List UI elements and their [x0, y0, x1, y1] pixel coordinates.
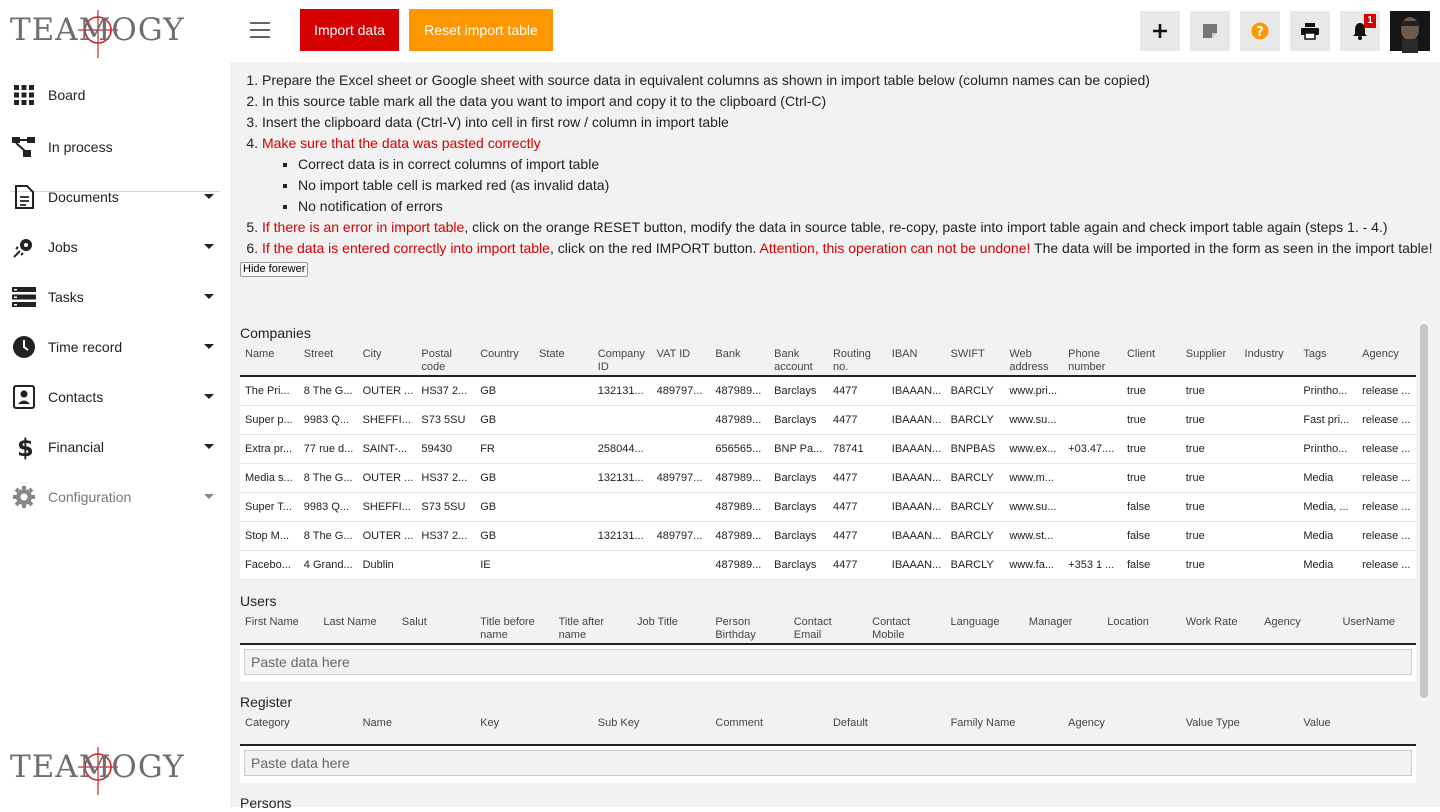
table-cell[interactable]: Barclays — [769, 463, 828, 492]
table-cell[interactable]: HS37 2... — [416, 463, 475, 492]
table-cell[interactable]: Printho... — [1298, 434, 1357, 463]
table-cell[interactable]: IBAAAN... — [887, 550, 946, 579]
users-column-header: Job Title — [636, 615, 678, 628]
table-cell[interactable]: release ... — [1357, 405, 1416, 434]
companies-column-header: Agency — [1362, 348, 1399, 360]
users-column-header: Work Rate — [1185, 615, 1238, 628]
companies-column-header: SWIFT — [950, 348, 985, 360]
help-icon — [1251, 22, 1269, 40]
table-cell[interactable]: IBAAAN... — [887, 405, 946, 434]
companies-column-header: Bank account — [774, 348, 813, 373]
table-cell[interactable]: IBAAAN... — [887, 434, 946, 463]
users-column-header: Location — [1107, 615, 1149, 628]
companies-column-header: Client — [1126, 348, 1156, 360]
sidebar-item-label: In process — [48, 139, 113, 155]
companies-column-header: VAT ID — [656, 348, 691, 360]
register-column-header: Family Name — [950, 716, 1016, 729]
step-5-warning: If there is an error in import table — [262, 219, 465, 235]
table-cell[interactable]: 487989... — [710, 550, 769, 579]
table-row[interactable] — [240, 376, 1416, 405]
table-cell[interactable]: FR — [475, 434, 534, 463]
sidebar-item-label: Tasks — [48, 289, 84, 305]
table-cell[interactable]: true — [1181, 550, 1240, 579]
companies-body — [240, 376, 1416, 579]
table-cell[interactable]: GB — [475, 405, 534, 434]
hide-forever-button[interactable]: Hide forewer — [240, 262, 308, 277]
companies-column-header: Industry — [1244, 348, 1284, 360]
table-cell[interactable]: Barclays — [769, 521, 828, 550]
register-column-header: Value Type — [1185, 716, 1240, 729]
logo[interactable] — [10, 8, 185, 60]
contacts-icon — [12, 385, 36, 409]
table-cell[interactable]: true — [1181, 492, 1240, 521]
table-cell[interactable]: BNP Pa... — [769, 434, 828, 463]
table-cell[interactable]: Barclays — [769, 405, 828, 434]
table-cell[interactable]: 487989... — [710, 521, 769, 550]
register-column-header: Value — [1303, 716, 1331, 729]
table-cell[interactable]: Stop M... — [240, 521, 299, 550]
chevron-down-icon — [204, 494, 214, 499]
print-icon — [1301, 23, 1319, 39]
register-column-header: Agency — [1068, 716, 1105, 729]
table-cell[interactable] — [593, 550, 652, 579]
table-cell[interactable]: 4 Grand... — [299, 550, 358, 579]
register-table — [240, 711, 1416, 746]
table-cell[interactable]: S73 5SU — [416, 492, 475, 521]
table-cell[interactable]: true — [1181, 463, 1240, 492]
step-4-text: Make sure that the data was pasted correctly — [262, 135, 541, 151]
table-cell[interactable]: OUTER ... — [358, 463, 417, 492]
register-header-row — [240, 711, 1416, 745]
table-cell[interactable]: OUTER ... — [358, 376, 417, 405]
sidebar-item-board[interactable] — [0, 70, 230, 120]
table-cell[interactable]: 4477 — [828, 550, 887, 579]
users-header-row — [240, 610, 1416, 644]
table-cell[interactable]: 132131... — [593, 376, 652, 405]
table-cell[interactable] — [534, 376, 593, 405]
table-cell[interactable]: false — [1122, 550, 1181, 579]
table-cell[interactable]: 489797... — [652, 521, 711, 550]
users-column-header: Last Name — [323, 615, 377, 628]
table-cell[interactable] — [1063, 376, 1122, 405]
table-cell[interactable] — [1063, 521, 1122, 550]
table-cell[interactable]: 132131... — [593, 463, 652, 492]
note-button[interactable] — [1190, 11, 1230, 51]
avatar[interactable] — [1390, 11, 1430, 51]
table-cell[interactable] — [534, 492, 593, 521]
vertical-scrollbar[interactable] — [1420, 324, 1428, 698]
step-4 — [262, 133, 1440, 217]
table-row[interactable] — [240, 405, 1416, 434]
table-cell[interactable]: 489797... — [652, 463, 711, 492]
table-cell[interactable]: GB — [475, 463, 534, 492]
table-cell[interactable] — [1240, 550, 1299, 579]
table-cell[interactable]: true — [1181, 434, 1240, 463]
companies-column-header: City — [362, 348, 382, 360]
companies-table[interactable] — [240, 342, 1416, 580]
table-cell[interactable] — [593, 405, 652, 434]
table-cell[interactable]: BARCLY — [946, 521, 1005, 550]
table-cell[interactable]: 78741 — [828, 434, 887, 463]
table-cell[interactable]: Media — [1298, 521, 1357, 550]
chevron-down-icon — [204, 344, 214, 349]
sidebar-item-documents[interactable] — [0, 172, 230, 222]
import-tables — [240, 322, 1416, 812]
table-cell[interactable]: IBAAAN... — [887, 376, 946, 405]
table-cell[interactable]: www.su... — [1004, 405, 1063, 434]
logo-text: TEAMOGY — [10, 749, 185, 785]
companies-column-header: IBAN — [891, 348, 918, 360]
table-cell[interactable]: 258044... — [593, 434, 652, 463]
step-6-attention: Attention, this operation can not be undone! — [759, 240, 1031, 256]
table-cell[interactable]: HS37 2... — [416, 376, 475, 405]
table-cell[interactable]: 8 The G... — [299, 376, 358, 405]
sidebar — [0, 0, 230, 807]
users-column-header: Contact Mobile — [872, 615, 911, 641]
users-table — [240, 610, 1416, 645]
table-cell[interactable]: S73 5SU — [416, 405, 475, 434]
companies-column-header: Street — [303, 348, 334, 360]
users-column-header: Language — [950, 615, 1000, 628]
table-cell[interactable]: OUTER ... — [358, 521, 417, 550]
users-paste-area[interactable] — [240, 645, 1416, 682]
table-cell[interactable] — [593, 492, 652, 521]
table-cell[interactable]: Facebo... — [240, 550, 299, 579]
table-cell[interactable]: 8 The G... — [299, 521, 358, 550]
step-1: 1. Prepare the Excel sheet or Google sheet with source data in equivalent columns as shown in import table below (column names can be copied) — [262, 70, 1440, 91]
table-cell[interactable]: BARCLY — [946, 550, 1005, 579]
chevron-down-icon — [204, 394, 214, 399]
table-cell[interactable]: Barclays — [769, 376, 828, 405]
register-column-header: Category — [245, 716, 290, 729]
table-cell[interactable]: www.m... — [1004, 463, 1063, 492]
table-cell[interactable]: release ... — [1357, 463, 1416, 492]
table-cell[interactable]: 4477 — [828, 376, 887, 405]
table-cell[interactable]: +353 1 ... — [1063, 550, 1122, 579]
step-6 — [262, 238, 1440, 259]
table-cell[interactable]: GB — [475, 376, 534, 405]
table-cell[interactable] — [534, 521, 593, 550]
sidebar-item-in-process[interactable] — [0, 122, 230, 172]
table-cell[interactable]: Media, ... — [1298, 492, 1357, 521]
table-cell[interactable] — [1240, 405, 1299, 434]
table-cell[interactable]: SHEFFI... — [358, 405, 417, 434]
table-cell[interactable]: Media — [1298, 550, 1357, 579]
table-cell[interactable]: true — [1122, 434, 1181, 463]
import-data-button[interactable]: Import data — [300, 9, 399, 51]
companies-column-header: Phone number — [1068, 348, 1106, 373]
companies-column-header: Routing no. — [832, 348, 871, 373]
register-column-header: Name — [362, 716, 392, 729]
table-cell[interactable]: true — [1181, 521, 1240, 550]
step-6-text-end: The data will be imported in the form as seen in the import table! — [1030, 240, 1433, 256]
step-4-check-1: ▪ Correct data is in correct columns of import table — [298, 154, 1440, 175]
table-cell[interactable]: true — [1122, 376, 1181, 405]
tasks-icon — [12, 285, 36, 309]
logo-text: TEAMOGY — [10, 12, 185, 48]
table-cell[interactable]: +03.47.... — [1063, 434, 1122, 463]
users-column-header: UserName — [1342, 615, 1396, 628]
flow-icon — [12, 135, 36, 159]
table-cell[interactable]: 4477 — [828, 405, 887, 434]
companies-column-header: Country — [480, 348, 519, 360]
table-cell[interactable]: Super p... — [240, 405, 299, 434]
table-cell[interactable]: www.ex... — [1004, 434, 1063, 463]
table-cell[interactable]: release ... — [1357, 434, 1416, 463]
table-cell[interactable] — [652, 434, 711, 463]
sidebar-item-label: Contacts — [48, 389, 104, 405]
table-cell[interactable]: www.su... — [1004, 492, 1063, 521]
table-cell[interactable]: Barclays — [769, 492, 828, 521]
table-row[interactable] — [240, 550, 1416, 579]
table-cell[interactable]: Super T... — [240, 492, 299, 521]
step-5-text: , click on the orange RESET button, modify the data in source table, re-copy, paste into import table again and check import table again (steps 1. - 4.) — [464, 219, 1388, 235]
table-cell[interactable]: 4477 — [828, 521, 887, 550]
jobs-icon — [12, 235, 36, 259]
step-2: 2. In this source table mark all the data you want to import and copy it to the clipboard (Ctrl-C) — [262, 91, 1440, 112]
users-title: Users — [240, 592, 277, 609]
register-title: Register — [240, 693, 293, 710]
table-cell[interactable] — [1063, 405, 1122, 434]
sidebar-item-label: Documents — [48, 189, 119, 205]
table-cell[interactable]: release ... — [1357, 376, 1416, 405]
users-column-header: Contact Email — [793, 615, 832, 641]
sidebar-item-configuration[interactable] — [0, 472, 230, 522]
table-cell[interactable]: release ... — [1357, 550, 1416, 579]
register-paste-area[interactable] — [240, 746, 1416, 783]
svg-text:?: ? — [1256, 25, 1264, 40]
help-button[interactable] — [1240, 11, 1280, 51]
register-column-header: Sub Key — [597, 716, 640, 729]
table-cell[interactable] — [416, 550, 475, 579]
table-row[interactable] — [240, 434, 1416, 463]
companies-title: Companies — [240, 325, 311, 341]
table-cell[interactable]: 59430 — [416, 434, 475, 463]
step-4-check-3: ▪ No notification of errors — [298, 196, 1440, 217]
companies-column-header: Web address — [1009, 348, 1049, 373]
table-cell[interactable] — [652, 550, 711, 579]
companies-column-header: Bank — [715, 348, 741, 360]
table-cell[interactable]: Extra pr... — [240, 434, 299, 463]
table-cell[interactable]: 77 rue d... — [299, 434, 358, 463]
sidebar-item-jobs[interactable] — [0, 222, 230, 272]
table-cell[interactable]: BARCLY — [946, 405, 1005, 434]
users-column-header: First Name — [245, 615, 299, 628]
table-cell[interactable]: release ... — [1357, 492, 1416, 521]
table-cell[interactable]: release ... — [1357, 521, 1416, 550]
chevron-down-icon — [204, 294, 214, 299]
step-6-warning: If the data is entered correctly into import table — [262, 240, 550, 256]
clock-icon — [12, 335, 36, 359]
sidebar-item-contacts[interactable] — [0, 372, 230, 422]
table-cell[interactable]: 487989... — [710, 376, 769, 405]
svg-text:$: $ — [17, 434, 34, 462]
plus-icon — [1152, 23, 1168, 39]
users-column-header: Salut — [401, 615, 427, 628]
users-paste-input[interactable]: Paste data here — [244, 649, 1412, 675]
users-column-header: Manager — [1028, 615, 1073, 628]
table-cell[interactable] — [534, 405, 593, 434]
table-cell[interactable] — [534, 550, 593, 579]
table-cell[interactable]: 487989... — [710, 492, 769, 521]
step-3: 3. Insert the clipboard data (Ctrl-V) into cell in first row / column in import table — [262, 112, 1440, 133]
register-column-header: Default — [832, 716, 868, 729]
table-cell[interactable]: 132131... — [593, 521, 652, 550]
companies-column-header: Name — [245, 348, 275, 360]
table-cell[interactable]: IBAAAN... — [887, 463, 946, 492]
table-cell[interactable]: GB — [475, 492, 534, 521]
dollar-icon — [12, 434, 36, 462]
table-cell[interactable]: 487989... — [710, 405, 769, 434]
import-instructions — [230, 62, 1440, 259]
table-cell[interactable]: Media s... — [240, 463, 299, 492]
table-cell[interactable]: true — [1122, 405, 1181, 434]
register-paste-input[interactable]: Paste data here — [244, 750, 1412, 776]
step-6-text: , click on the red IMPORT button. — [549, 240, 760, 256]
table-cell[interactable]: GB — [475, 521, 534, 550]
main-content — [230, 62, 1440, 811]
table-cell[interactable] — [1240, 434, 1299, 463]
table-cell[interactable] — [1063, 463, 1122, 492]
step-4-check-2: ▪ No import table cell is marked red (as invalid data) — [298, 175, 1440, 196]
table-cell[interactable] — [1240, 463, 1299, 492]
table-cell[interactable]: true — [1181, 376, 1240, 405]
companies-column-header: State — [538, 348, 565, 360]
users-column-header: Title before name — [480, 615, 535, 641]
table-cell[interactable]: IBAAAN... — [887, 492, 946, 521]
table-cell[interactable] — [1240, 376, 1299, 405]
grid-icon — [12, 83, 36, 107]
table-cell[interactable] — [652, 405, 711, 434]
chevron-down-icon — [204, 194, 214, 199]
table-cell[interactable]: BARCLY — [946, 463, 1005, 492]
sidebar-nav — [0, 70, 230, 522]
companies-header-row — [240, 342, 1416, 376]
table-cell[interactable]: BARCLY — [946, 376, 1005, 405]
table-cell[interactable]: Printho... — [1298, 376, 1357, 405]
sidebar-item-label: Financial — [48, 439, 105, 455]
print-button[interactable] — [1290, 11, 1330, 51]
table-cell[interactable]: true — [1122, 463, 1181, 492]
sidebar-item-financial[interactable] — [0, 422, 230, 472]
table-cell[interactable]: www.st... — [1004, 521, 1063, 550]
table-cell[interactable]: 9983 Q... — [299, 492, 358, 521]
note-icon — [1203, 24, 1217, 38]
table-cell[interactable]: 4477 — [828, 463, 887, 492]
table-cell[interactable] — [652, 492, 711, 521]
table-cell[interactable] — [1063, 492, 1122, 521]
table-cell[interactable] — [1240, 521, 1299, 550]
users-column-header: Title after name — [558, 615, 605, 641]
table-cell[interactable]: Dublin — [358, 550, 417, 579]
table-cell[interactable] — [534, 463, 593, 492]
table-cell[interactable]: 4477 — [828, 492, 887, 521]
notifications-button[interactable] — [1340, 11, 1380, 51]
chevron-down-icon — [204, 444, 214, 449]
sidebar-item-tasks[interactable] — [0, 272, 230, 322]
table-cell[interactable]: 656565... — [710, 434, 769, 463]
companies-column-header: Postal code — [421, 348, 452, 373]
table-row[interactable] — [240, 492, 1416, 521]
sidebar-item-label: Board — [48, 87, 86, 103]
table-cell[interactable]: 8 The G... — [299, 463, 358, 492]
table-cell[interactable]: SAINT-... — [358, 434, 417, 463]
table-cell[interactable]: false — [1122, 521, 1181, 550]
register-column-header: Comment — [715, 716, 764, 729]
add-button[interactable] — [1140, 11, 1180, 51]
table-row[interactable] — [240, 521, 1416, 550]
table-cell[interactable]: 9983 Q... — [299, 405, 358, 434]
table-cell[interactable]: Barclays — [769, 550, 828, 579]
notification-badge: 1 — [1364, 14, 1376, 28]
table-cell[interactable] — [1240, 492, 1299, 521]
document-icon — [12, 185, 36, 209]
table-cell[interactable]: Media — [1298, 463, 1357, 492]
table-cell[interactable]: SHEFFI... — [358, 492, 417, 521]
register-column-header: Key — [480, 716, 500, 729]
table-cell[interactable]: 487989... — [710, 463, 769, 492]
user-avatar-icon — [1390, 11, 1430, 51]
logo-bottom — [10, 745, 185, 797]
table-cell[interactable]: BNPBAS — [946, 434, 1005, 463]
chevron-down-icon — [204, 244, 214, 249]
table-cell[interactable]: HS37 2... — [416, 521, 475, 550]
table-cell[interactable] — [534, 434, 593, 463]
gear-icon — [12, 485, 36, 509]
table-cell[interactable]: Fast pri... — [1298, 405, 1357, 434]
companies-column-header: Tags — [1303, 348, 1327, 360]
table-cell[interactable]: false — [1122, 492, 1181, 521]
step-5 — [262, 217, 1440, 238]
sidebar-item-label: Time record — [48, 339, 123, 355]
sidebar-item-label: Jobs — [48, 239, 78, 255]
sidebar-item-label: Configuration — [48, 489, 132, 505]
companies-column-header: Supplier — [1185, 348, 1227, 360]
table-cell[interactable]: The Pri... — [240, 376, 299, 405]
table-cell[interactable]: www.pri... — [1004, 376, 1063, 405]
table-cell[interactable]: IBAAAN... — [887, 521, 946, 550]
table-cell[interactable]: 489797... — [652, 376, 711, 405]
menu-toggle-icon[interactable] — [250, 22, 270, 38]
persons-title: Persons — [240, 794, 292, 811]
users-column-header: Agency — [1264, 615, 1301, 628]
users-column-header: Person Birthday — [715, 615, 756, 641]
companies-column-header: Company ID — [597, 348, 645, 373]
sidebar-item-time-record[interactable] — [0, 322, 230, 372]
table-cell[interactable]: www.fa... — [1004, 550, 1063, 579]
table-row[interactable] — [240, 463, 1416, 492]
table-cell[interactable]: true — [1181, 405, 1240, 434]
table-cell[interactable]: IE — [475, 550, 534, 579]
table-cell[interactable]: BARCLY — [946, 492, 1005, 521]
reset-import-table-button[interactable]: Reset import table — [409, 9, 553, 51]
